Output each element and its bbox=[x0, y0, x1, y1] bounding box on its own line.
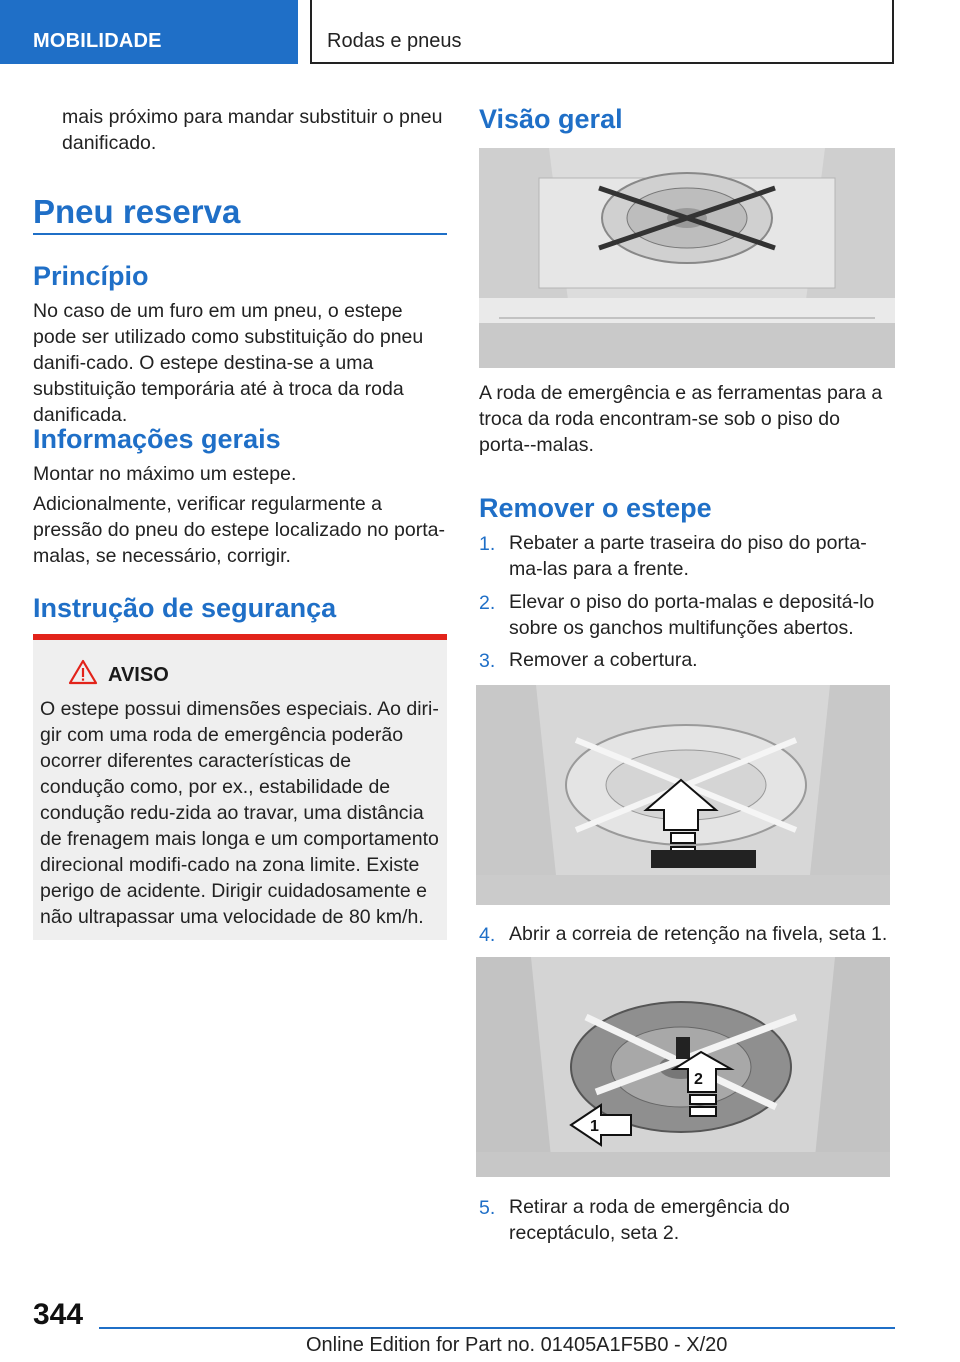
footer-rule bbox=[99, 1327, 895, 1329]
remove-cover-figure bbox=[476, 685, 890, 905]
overview-caption: A roda de emergência e as ferramentas para a troca da roda encontram-se sob o piso do porta--malas. bbox=[479, 382, 883, 456]
header-chapter bbox=[310, 0, 894, 64]
open-strap-figure bbox=[476, 957, 890, 1177]
warning-triangle-icon bbox=[68, 659, 98, 685]
step-text: Rebater a parte traseira do piso do porta-ma-las para a frente. bbox=[509, 532, 867, 580]
warning-title: AVISO bbox=[108, 664, 169, 686]
intro-text: mais próximo para mandar substituir o pneu danificado. bbox=[62, 106, 443, 154]
step-text: Elevar o piso do porta-malas e depositá-lo sobre os ganchos multifunções abertos. bbox=[509, 591, 875, 639]
general-text-2: Adicionalmente, verificar regularmente a pressão do pneu do estepe localizado no porta-malas, se necessário, corrigir. bbox=[33, 493, 445, 567]
header-section-label: MOBILIDADE bbox=[33, 30, 162, 52]
arrow-1-label: 1 bbox=[590, 1118, 599, 1135]
step-text: Retirar a roda de emergência do receptáculo, seta 2. bbox=[509, 1196, 790, 1244]
step-number: 3. bbox=[479, 650, 496, 672]
arrow-2-label: 2 bbox=[694, 1071, 703, 1088]
step-number: 5. bbox=[479, 1197, 496, 1219]
overview-heading: Visão geral bbox=[479, 104, 623, 134]
step-number: 1. bbox=[479, 533, 496, 555]
principle-text: No caso de um furo em um pneu, o estepe pode ser utilizado como substituição do pneu danifi-cado. O estepe destina-se a uma substituição temporária até à troca da roda danificada. bbox=[33, 300, 424, 426]
header-chapter-label: Rodas e pneus bbox=[327, 30, 462, 52]
warning-box bbox=[33, 634, 447, 940]
footer-edition: Online Edition for Part no. 01405A1F5B0 - X/20 bbox=[306, 1334, 728, 1356]
step-number: 2. bbox=[479, 592, 496, 614]
step-text: Remover a cobertura. bbox=[509, 649, 698, 671]
remove-heading: Remover o estepe bbox=[479, 493, 712, 523]
principle-heading: Princípio bbox=[33, 261, 149, 291]
general-text-1: Montar no máximo um estepe. bbox=[33, 463, 297, 485]
warning-text: O estepe possui dimensões especiais. Ao diri-gir com uma roda de emergência poderão ocorrer diferentes características de condução como, por ex., estabilidade de condução redu-zida ao travar, uma distância de frenagem mais longa e um comportamento direcional modifi-cado na zona limite. Existe perigo de acidente. Dirigir cuidadosamente e não ultrapassar uma velocidade de 80 km/h. bbox=[40, 698, 439, 928]
safety-heading: Instrução de segurança bbox=[33, 593, 337, 623]
page-title: Pneu reserva bbox=[33, 193, 241, 230]
title-rule bbox=[33, 233, 447, 235]
step-text: Abrir a correia de retenção na fivela, seta 1. bbox=[509, 923, 888, 945]
page-number: 344 bbox=[33, 1298, 84, 1331]
step-number: 4. bbox=[479, 924, 496, 946]
header-section-tab bbox=[0, 0, 298, 64]
general-heading: Informações gerais bbox=[33, 424, 281, 454]
trunk-overview-figure bbox=[479, 148, 895, 368]
